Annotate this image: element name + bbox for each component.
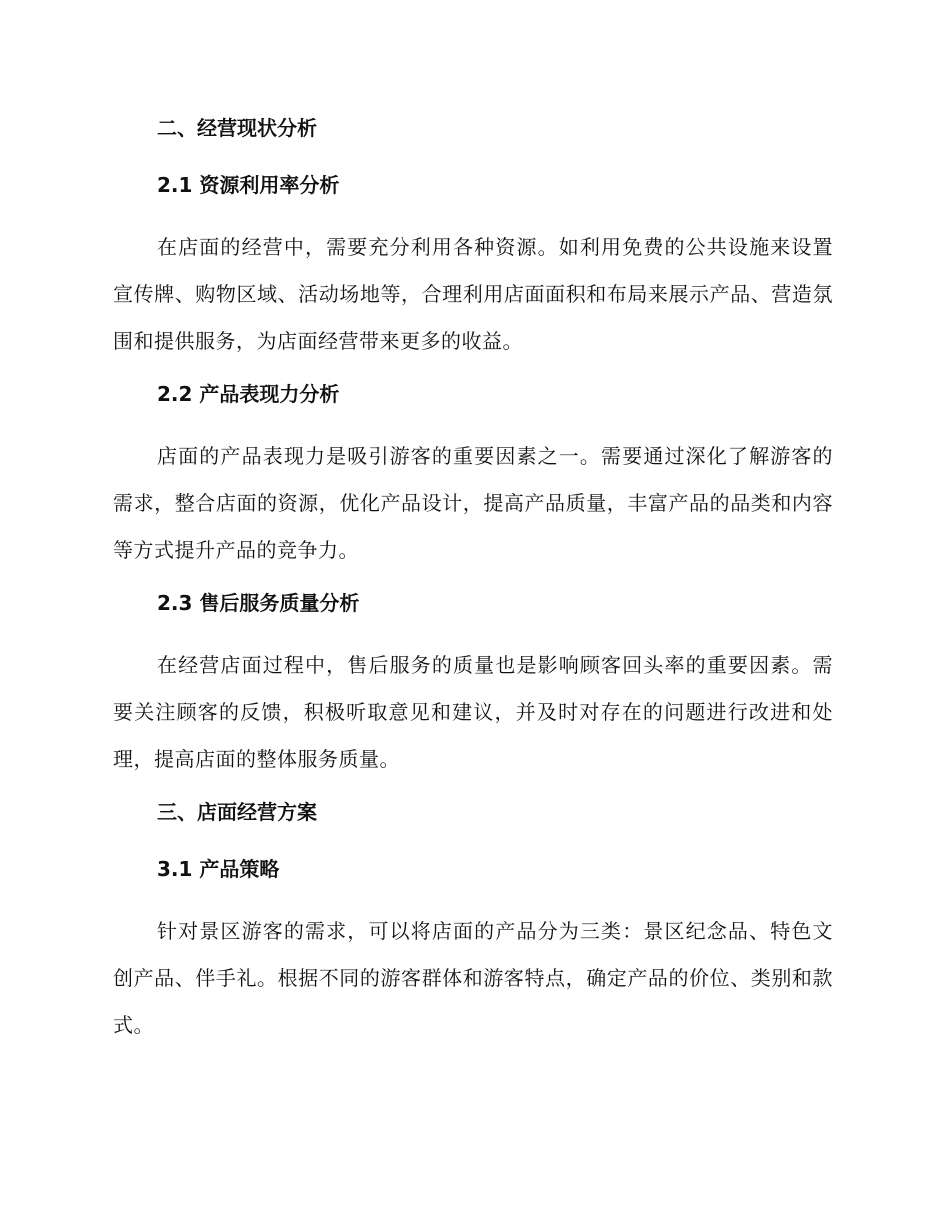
subsection-3-1-heading: 3.1 产品策略 bbox=[157, 857, 280, 881]
subsection-2-3-paragraph: 在经营店面过程中，售后服务的质量也是影响顾客回头率的重要因素。需要关注顾客的反馈，积极听取意见和建议，并及时对存在的问题进行改进和处理，提高店面的整体服务质量。 bbox=[113, 653, 833, 771]
section-3-heading: 三、店面经营方案 bbox=[157, 800, 317, 824]
subsection-3-1-paragraph: 针对景区游客的需求，可以将店面的产品分为三类：景区纪念品、特色文创产品、伴手礼。根据不同的游客群体和游客特点，确定产品的价位、类别和款式。 bbox=[113, 919, 833, 1037]
subsection-2-2-paragraph: 店面的产品表现力是吸引游客的重要因素之一。需要通过深化了解游客的需求，整合店面的资源，优化产品设计，提高产品质量，丰富产品的品类和内容等方式提升产品的竞争力。 bbox=[113, 444, 833, 562]
document-body bbox=[113, 110, 833, 1070]
subsection-2-3-heading: 2.3 售后服务质量分析 bbox=[157, 591, 360, 615]
subsection-2-1-paragraph: 在店面的经营中，需要充分利用各种资源。如利用免费的公共设施来设置宣传牌、购物区域、活动场地等，合理利用店面面积和布局来展示产品、营造氛围和提供服务，为店面经营带来更多的收益。 bbox=[113, 235, 833, 353]
subsection-2-2-heading: 2.2 产品表现力分析 bbox=[157, 382, 340, 406]
subsection-2-1-heading: 2.1 资源利用率分析 bbox=[157, 173, 340, 197]
section-2-heading: 二、经营现状分析 bbox=[157, 116, 317, 140]
